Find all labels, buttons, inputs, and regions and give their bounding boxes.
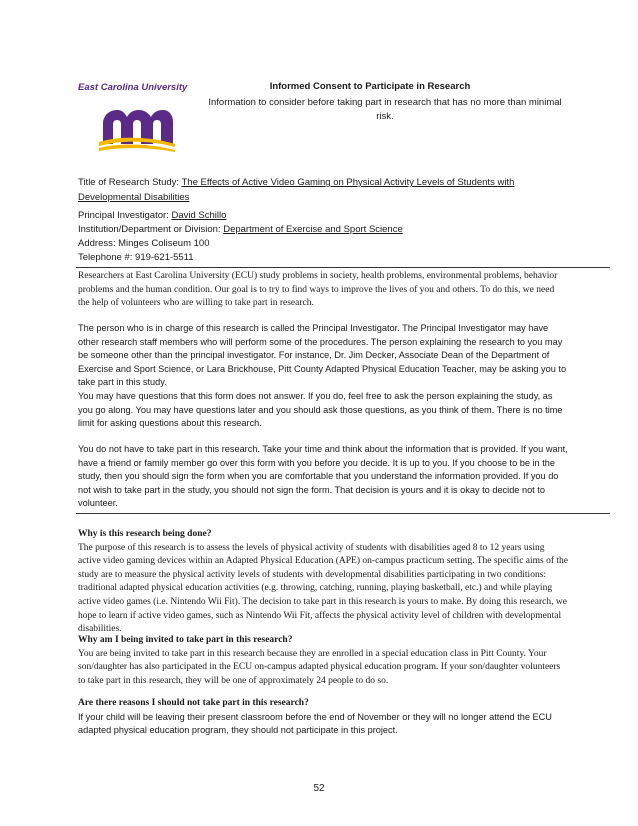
intro-p1 bbox=[78, 270, 568, 311]
dept-name: Department of Exercise and Sport Science bbox=[223, 224, 403, 235]
section-reasons bbox=[78, 697, 568, 738]
paragraph: The person who is in charge of this research is called the Principal Investigator. The Principal Investigator may have other research staff members who will perform some of the procedures. The person explaining the research to you may be someone other than the principal investigator. For instance, Dr. Jim Decker, Associate Dean of the Department of Exercise and Sport Science, or Lara Brickhouse, Pitt County Adapted Physical Education Teacher, may be asking you to take part in this study. bbox=[78, 323, 567, 388]
intro-p2 bbox=[78, 322, 568, 390]
dept-line bbox=[78, 223, 558, 237]
section-heading: Why is this research being done? bbox=[78, 529, 212, 539]
form-title: Informed Consent to Participate in Research bbox=[269, 81, 471, 92]
paragraph: You may have questions that this form does not answer. If you do, feel free to ask the person explaining the study, as you go along. You may have questions later and you should ask those questions, as you think of them. There is no time limit for asking questions about this research. bbox=[78, 391, 563, 429]
section-invited bbox=[78, 634, 568, 688]
section-text: You are being invited to take part in this research because they are enrolled in a special education class in Pitt County. Your son/daughter has also participated in the ECU on-campus adapted physical education program. If your son/daughter volunteers to take part in this research, they will be one of approximately 24 people to do so. bbox=[78, 648, 561, 686]
pi-line bbox=[78, 209, 558, 223]
paragraph: Researchers at East Carolina University (ECU) study problems in society, health problems, environmental problems, behavior problems and the human condition. Our goal is to try to find ways to improve the lives of you and others. To do this, we need the help of volunteers who are willing to take part in research. bbox=[78, 271, 558, 309]
pi-label: Principal Investigator: bbox=[78, 210, 172, 221]
address-line: Address: Minges Coliseum 100 bbox=[78, 238, 210, 249]
intro-p4 bbox=[78, 443, 568, 511]
paragraph: You do not have to take part in this research. Take your time and think about the information that is provided. If you want, have a friend or family member go over this form with you before you decide. It is up to you. If you choose to be in the study, then you should sign the form when you are comfortable that you understand the information provided. If you do not wish to take part in the study, you should not sign the form. That decision is yours and it is okay to decide not to volunteer. bbox=[78, 444, 568, 509]
section-text: If your child will be leaving their present classroom before the end of November or they will no longer attend the ECU adapted physical education program, they should not participate in this project. bbox=[78, 711, 552, 736]
study-title bbox=[78, 175, 558, 205]
section-heading: Are there reasons I should not take part in this research? bbox=[78, 698, 309, 708]
form-subtitle: Information to consider before taking part in research that has no more than minimal risk. bbox=[208, 97, 562, 122]
section-heading: Why am I being invited to take part in this research? bbox=[78, 635, 293, 645]
section-text: The purpose of this research is to assess the levels of physical activity of students with disabilities aged 8 to 12 years using active video gaming devices within an Adapted Physical Education (APE) on-campus practicum setting. The specific aims of the study are to measure the physical activity levels of students with developmental disabilities participating in two conditions: traditional adapted physical education activities (e.g. throwing, catching, running, playing basketball, etc.) and while playing active video games (i.e. Nintendo Wii Fit). The decision to take part in this research is yours to make. By doing this research, we hope to learn if active video games, such as Nintendo Wii Fit, affects the physical activity level of children with developmental disabilities. bbox=[78, 542, 568, 635]
pi-name: David Schillo bbox=[171, 210, 227, 221]
divider-top bbox=[76, 267, 610, 268]
university-name: East Carolina University bbox=[78, 82, 188, 93]
study-title-value: The Effects of Active Video Gaming on Physical Activity Levels of Students with Developmental Disabilities bbox=[78, 177, 515, 203]
investigator-block bbox=[78, 209, 558, 265]
telephone-line: Telephone #: 919-621-5511 bbox=[78, 252, 194, 263]
divider-bottom bbox=[76, 513, 610, 514]
study-title-label: Title of Research Study: bbox=[78, 177, 182, 188]
ecu-logo-icon bbox=[97, 102, 177, 154]
dept-label: Institution/Department or Division: bbox=[78, 224, 224, 235]
page-number: 52 bbox=[313, 783, 325, 794]
intro-p3 bbox=[78, 390, 568, 431]
section-why bbox=[78, 528, 568, 637]
